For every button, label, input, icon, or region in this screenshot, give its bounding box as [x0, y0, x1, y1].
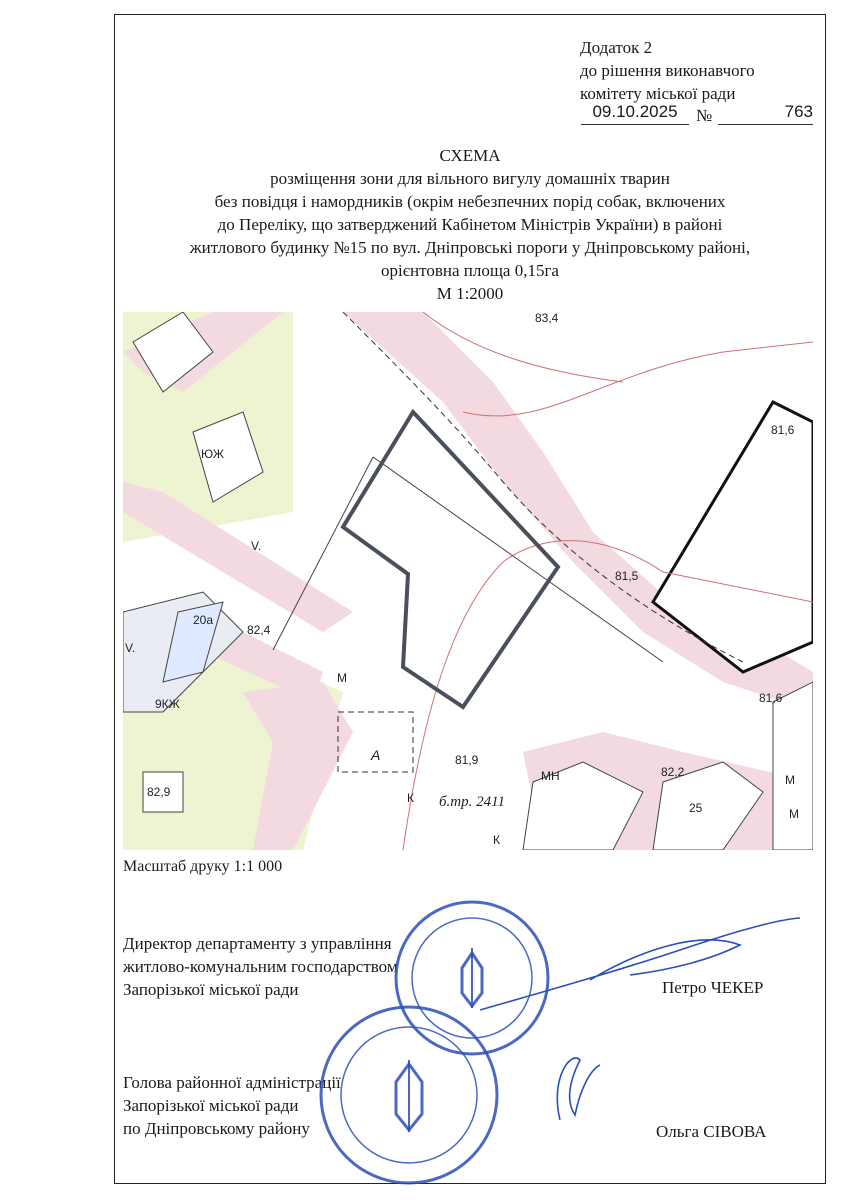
number-sign: № — [696, 106, 713, 125]
building-label: М — [337, 671, 347, 685]
site-map-svg — [123, 312, 813, 850]
annex-block — [580, 36, 755, 105]
signature-1 — [470, 910, 810, 1020]
map-symbol: V. — [251, 539, 262, 553]
building-label: М — [789, 807, 799, 821]
elevation-label: 82,4 — [247, 623, 271, 637]
decision-date: 09.10.2025 — [581, 100, 689, 125]
signature-2 — [530, 1040, 610, 1130]
position-line: житлово-комунальним господарством — [123, 957, 398, 976]
title-line: розміщення зони для вільного вигулу домашніх тварин — [270, 169, 670, 188]
elevation-label: 81,9 — [455, 753, 479, 767]
elevation-label: 83,4 — [535, 312, 559, 325]
title-line: без повідця і намордників (окрім небезпечних порід собак, включених — [214, 192, 726, 211]
building-label: 9КЖ — [155, 697, 180, 711]
building-label: 25 — [689, 801, 703, 815]
map-scale: М 1:2000 — [436, 284, 504, 303]
map-symbol: V. — [125, 641, 136, 655]
dashed-path — [338, 712, 413, 772]
title-block — [130, 144, 810, 305]
annex-line: до рішення виконавчого — [580, 61, 755, 80]
title-line: орієнтовна площа 0,15га — [381, 261, 559, 280]
position-line: Запорізької міської ради — [123, 1096, 299, 1115]
elevation-label: 82,2 — [661, 765, 685, 779]
road-label: б.тр. 2411 — [439, 794, 506, 810]
elevation-label: 81,6 — [759, 691, 783, 705]
annex-title: Додаток 2 — [580, 38, 653, 57]
position-line: Запорізької міської ради — [123, 980, 299, 999]
contour-line — [463, 342, 813, 416]
position-line: Директор департаменту з управління — [123, 934, 392, 953]
elevation-label: 81,5 — [615, 569, 639, 583]
print-scale: Масштаб друку 1:1 000 — [123, 858, 283, 875]
elevation-label: 81,6 — [771, 423, 795, 437]
building-label: К — [493, 833, 500, 847]
building-label: ЮЖ — [201, 447, 224, 461]
building-label: К — [407, 791, 414, 805]
site-map — [123, 312, 813, 850]
position-line: Голова районної адміністрації — [123, 1073, 341, 1092]
annex-line: комітету міської ради — [580, 84, 736, 103]
signatory-2-position — [123, 1071, 341, 1140]
scheme-heading: СХЕМА — [439, 146, 501, 165]
building-label: М — [785, 773, 795, 787]
building-label: МН — [541, 769, 560, 783]
stamp-icon — [316, 1002, 502, 1188]
signatory-1-name: Петро ЧЕКЕР — [662, 978, 764, 997]
building-label: 20а — [193, 613, 214, 627]
building — [773, 682, 813, 850]
signatory-2-name: Ольга СІВОВА — [656, 1122, 767, 1141]
decision-number: 763 — [718, 100, 813, 125]
signatory-1-position — [123, 932, 398, 1001]
position-line: по Дніпровському району — [123, 1119, 310, 1138]
title-line: житлового будинку №15 по вул. Дніпровські пороги у Дніпровському районі, — [189, 238, 751, 257]
elevation-label: 82,9 — [147, 785, 171, 799]
title-line: до Переліку, що затверджений Кабінетом Міністрів України) в районі — [217, 215, 723, 234]
building-label: А — [371, 747, 381, 763]
